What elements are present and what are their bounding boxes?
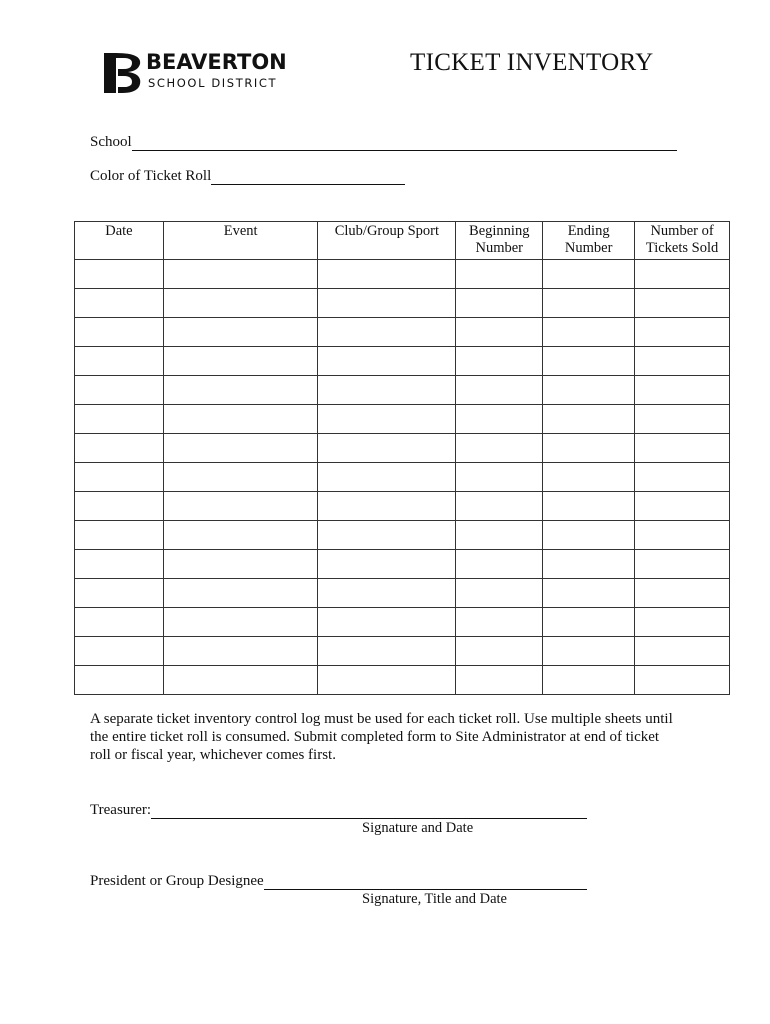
table-cell-input[interactable]: [318, 666, 456, 695]
table-row: [75, 434, 730, 463]
logo-name: BEAVERTON: [146, 50, 287, 74]
ticket-color-label: Color of Ticket Roll: [90, 168, 212, 184]
table-row: [75, 666, 730, 695]
table-cell-input[interactable]: [75, 376, 164, 405]
table-row: [75, 550, 730, 579]
table-cell-input[interactable]: [635, 492, 730, 521]
district-logo: [102, 49, 292, 95]
table-cell-input[interactable]: [543, 260, 635, 289]
table-cell-input[interactable]: [635, 405, 730, 434]
table-row: [75, 260, 730, 289]
table-cell-input[interactable]: [318, 347, 456, 376]
table-cell-input[interactable]: [456, 550, 543, 579]
district-logo-mark-icon: [102, 49, 144, 93]
president-label: President or Group Designee: [90, 873, 264, 889]
table-cell-input[interactable]: [163, 463, 318, 492]
table-cell-input[interactable]: [163, 289, 318, 318]
table-cell-input[interactable]: [163, 376, 318, 405]
page-title: TICKET INVENTORY: [410, 49, 654, 76]
table-cell-input[interactable]: [635, 637, 730, 666]
table-cell-input[interactable]: [635, 318, 730, 347]
table-cell-input[interactable]: [75, 318, 164, 347]
table-cell-input[interactable]: [635, 550, 730, 579]
table-cell-input[interactable]: [75, 550, 164, 579]
column-header-club-group-sport: Club/Group Sport: [318, 222, 456, 260]
table-row: [75, 347, 730, 376]
table-cell-input[interactable]: [456, 405, 543, 434]
table-row: [75, 405, 730, 434]
table-cell-input[interactable]: [543, 434, 635, 463]
logo-subtitle: SCHOOL DISTRICT: [148, 76, 278, 90]
table-cell-input[interactable]: [635, 260, 730, 289]
table-cell-input[interactable]: [635, 376, 730, 405]
table-cell-input[interactable]: [543, 608, 635, 637]
table-cell-input[interactable]: [163, 347, 318, 376]
table-cell-input[interactable]: [318, 463, 456, 492]
table-cell-input[interactable]: [318, 289, 456, 318]
table-cell-input[interactable]: [635, 434, 730, 463]
table-row: [75, 376, 730, 405]
table-cell-input[interactable]: [543, 637, 635, 666]
ticket-color-field[interactable]: [90, 167, 405, 185]
table-cell-input[interactable]: [75, 463, 164, 492]
table-cell-input[interactable]: [456, 376, 543, 405]
table-cell-input[interactable]: [318, 434, 456, 463]
treasurer-signature-field[interactable]: [90, 801, 587, 819]
instructions-note: A separate ticket inventory control log must be used for each ticket roll. Use multiple sheets until the entire ticket roll is consumed. Submit completed form to Site Administrator at end of ticket roll or fiscal year, whichever comes first.: [90, 711, 673, 763]
table-row: [75, 521, 730, 550]
table-cell-input[interactable]: [456, 463, 543, 492]
table-cell-input[interactable]: [456, 608, 543, 637]
table-cell-input[interactable]: [456, 579, 543, 608]
table-cell-input[interactable]: [635, 666, 730, 695]
column-header-tickets-sold: Number of Tickets Sold: [635, 222, 730, 260]
table-cell-input[interactable]: [163, 579, 318, 608]
table-cell-input[interactable]: [318, 405, 456, 434]
table-cell-input[interactable]: [543, 666, 635, 695]
column-header-beginning-number: Beginning Number: [456, 222, 543, 260]
table-cell-input[interactable]: [163, 260, 318, 289]
table-cell-input[interactable]: [318, 521, 456, 550]
table-cell-input[interactable]: [163, 318, 318, 347]
table-row: [75, 492, 730, 521]
column-header-ending-number: Ending Number: [543, 222, 635, 260]
table-cell-input[interactable]: [456, 260, 543, 289]
table-cell-input[interactable]: [543, 492, 635, 521]
table-cell-input[interactable]: [75, 260, 164, 289]
table-cell-input[interactable]: [318, 376, 456, 405]
table-row: [75, 608, 730, 637]
table-cell-input[interactable]: [456, 289, 543, 318]
table-cell-input[interactable]: [635, 289, 730, 318]
table-cell-input[interactable]: [543, 463, 635, 492]
table-cell-input[interactable]: [75, 608, 164, 637]
table-cell-input[interactable]: [318, 637, 456, 666]
table-cell-input[interactable]: [163, 492, 318, 521]
table-cell-input[interactable]: [75, 289, 164, 318]
treasurer-signature-line[interactable]: [151, 802, 587, 819]
table-cell-input[interactable]: [543, 579, 635, 608]
table-cell-input[interactable]: [75, 347, 164, 376]
table-cell-input[interactable]: [456, 318, 543, 347]
table-cell-input[interactable]: [163, 666, 318, 695]
table-row: [75, 463, 730, 492]
table-cell-input[interactable]: [163, 434, 318, 463]
table-cell-input[interactable]: [543, 347, 635, 376]
table-cell-input[interactable]: [318, 579, 456, 608]
president-caption: Signature, Title and Date: [362, 891, 507, 907]
table-row: [75, 289, 730, 318]
table-cell-input[interactable]: [456, 521, 543, 550]
table-cell-input[interactable]: [75, 521, 164, 550]
table-cell-input[interactable]: [75, 666, 164, 695]
table-cell-input[interactable]: [456, 347, 543, 376]
table-cell-input[interactable]: [318, 492, 456, 521]
table-cell-input[interactable]: [543, 521, 635, 550]
table-cell-input[interactable]: [543, 289, 635, 318]
table-cell-input[interactable]: [635, 608, 730, 637]
column-header-event: Event: [163, 222, 318, 260]
table-cell-input[interactable]: [163, 608, 318, 637]
table-cell-input[interactable]: [163, 550, 318, 579]
treasurer-label: Treasurer:: [90, 802, 152, 818]
president-signature-line[interactable]: [264, 873, 587, 890]
treasurer-caption: Signature and Date: [362, 820, 474, 836]
school-label: School: [90, 134, 132, 150]
table-cell-input[interactable]: [318, 260, 456, 289]
table-cell-input[interactable]: [75, 492, 164, 521]
column-header-date: Date: [75, 222, 164, 260]
table-cell-input[interactable]: [456, 666, 543, 695]
table-cell-input[interactable]: [635, 579, 730, 608]
table-cell-input[interactable]: [543, 318, 635, 347]
table-cell-input[interactable]: [75, 579, 164, 608]
table-cell-input[interactable]: [318, 608, 456, 637]
school-field[interactable]: [90, 133, 677, 151]
table-row: [75, 318, 730, 347]
table-cell-input[interactable]: [456, 637, 543, 666]
table-cell-input[interactable]: [163, 405, 318, 434]
table-cell-input[interactable]: [163, 521, 318, 550]
table-cell-input[interactable]: [318, 550, 456, 579]
table-cell-input[interactable]: [318, 318, 456, 347]
table-header-row: [75, 222, 730, 260]
table-cell-input[interactable]: [75, 637, 164, 666]
table-cell-input[interactable]: [635, 521, 730, 550]
ticket-color-input-line[interactable]: [211, 168, 405, 185]
table-body: [75, 260, 730, 695]
table-row: [75, 579, 730, 608]
table-cell-input[interactable]: [543, 550, 635, 579]
school-input-line[interactable]: [132, 134, 677, 151]
table-cell-input[interactable]: [456, 492, 543, 521]
table-cell-input[interactable]: [543, 376, 635, 405]
table-row: [75, 637, 730, 666]
table-cell-input[interactable]: [75, 434, 164, 463]
table-cell-input[interactable]: [543, 405, 635, 434]
president-signature-field[interactable]: [90, 872, 587, 890]
table-cell-input[interactable]: [456, 434, 543, 463]
table-cell-input[interactable]: [163, 637, 318, 666]
table-cell-input[interactable]: [635, 347, 730, 376]
ticket-inventory-table: [74, 221, 730, 695]
table-cell-input[interactable]: [635, 463, 730, 492]
table-cell-input[interactable]: [75, 405, 164, 434]
